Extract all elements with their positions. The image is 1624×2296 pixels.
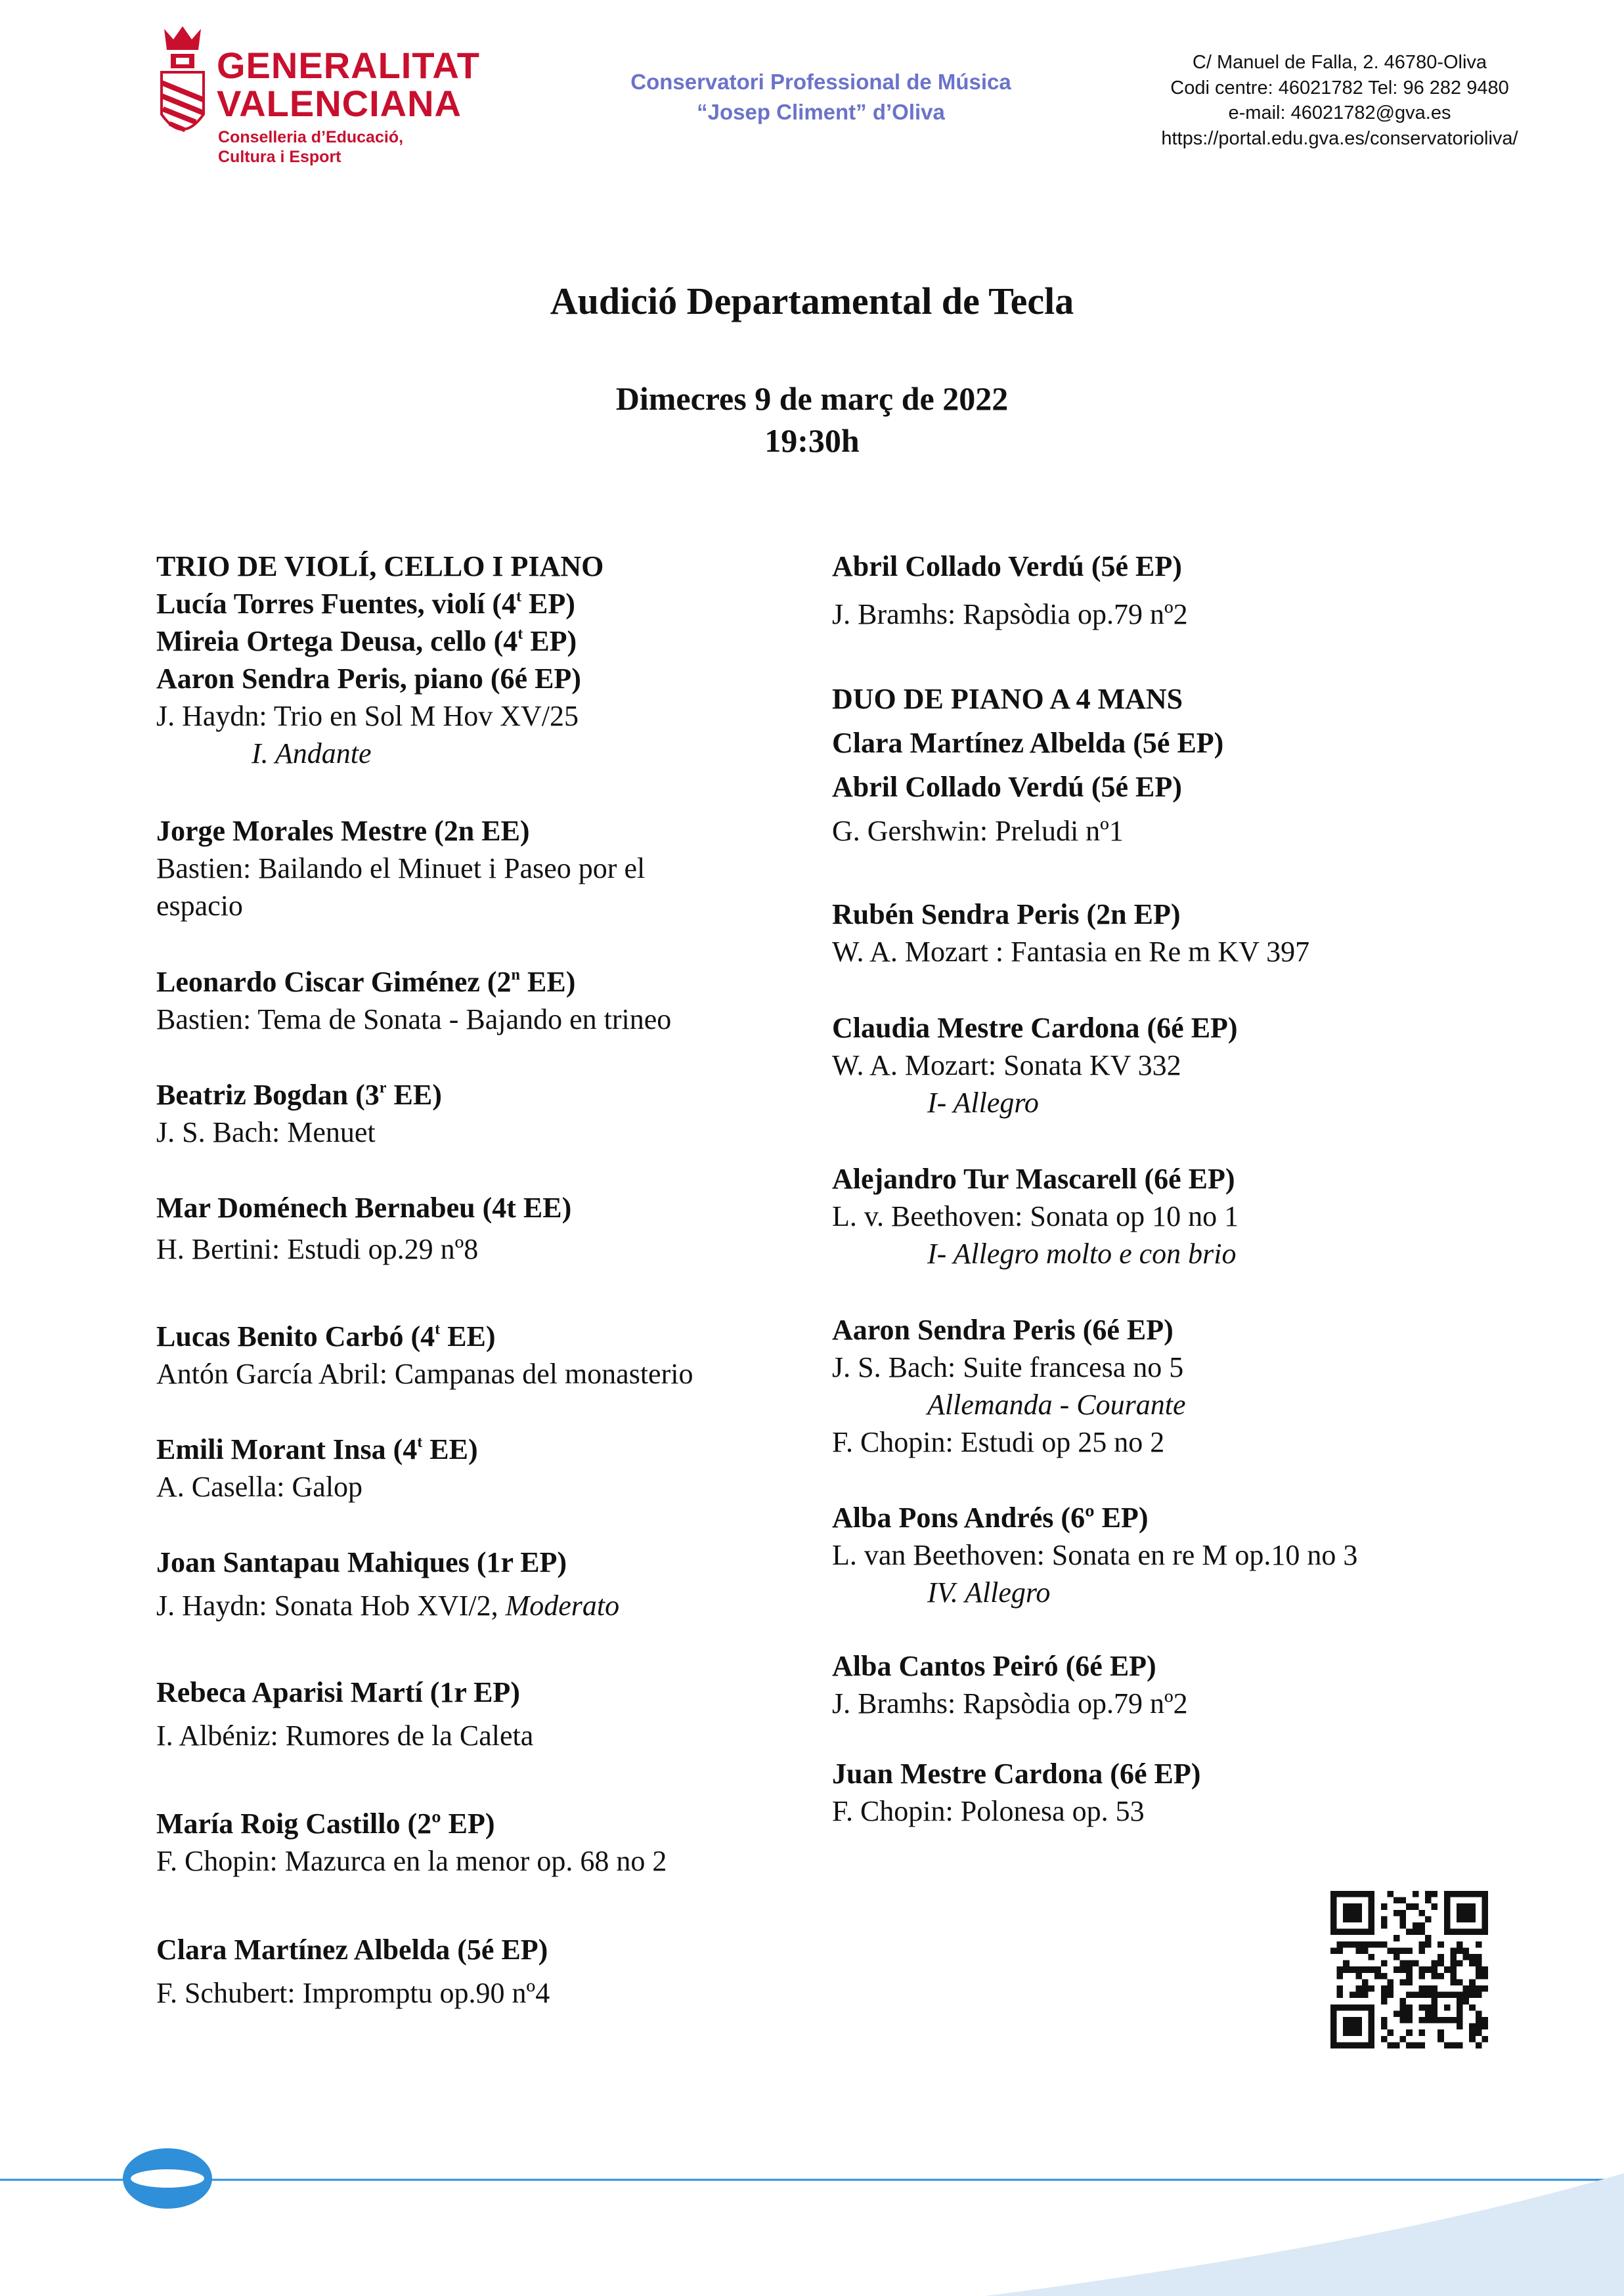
- performer-line: [832, 1648, 1156, 1685]
- performer-name: Clara Martínez Albelda (5é EP): [156, 1934, 548, 1966]
- piece-title: J. S. Bach: Menuet: [156, 1116, 376, 1148]
- piece-title: Antón García Abril: Campanas del monasterio: [156, 1358, 693, 1390]
- piece-title: W. A. Mozart: Sonata KV 332: [832, 1049, 1181, 1081]
- ordinal-suffix: t: [435, 1320, 441, 1338]
- piece-line: [927, 1236, 1237, 1272]
- piece-title: F. Chopin: Estudi op 25 no 2: [832, 1426, 1165, 1458]
- piece-title: L. v. Beethoven: Sonata op 10 no 1: [832, 1200, 1239, 1232]
- performer-name: Emili Morant Insa (4: [156, 1433, 418, 1465]
- movement-name: I- Allegro: [927, 1087, 1039, 1119]
- performer-line: [832, 681, 1183, 718]
- movement-name: I- Allegro molto e con brio: [927, 1238, 1237, 1270]
- logo-sub2: Cultura i Esport: [218, 148, 341, 166]
- movement-name: Allemanda - Courante: [927, 1389, 1186, 1421]
- performer-line: [832, 1756, 1200, 1792]
- performer-name: Lucas Benito Carbó (4: [156, 1320, 435, 1353]
- performer-level: EP): [523, 625, 577, 657]
- piece-title: F. Schubert: Impromptu op.90 nº4: [156, 1977, 550, 2009]
- event-time: 19:30h: [764, 422, 860, 459]
- piece-line: [832, 596, 1188, 633]
- performer-line: [832, 1500, 1148, 1536]
- piece-line: [156, 1588, 619, 1624]
- piece-line: [156, 888, 243, 924]
- performer-name: María Roig Castillo (2º EP): [156, 1808, 495, 1840]
- piece-line: [156, 850, 645, 887]
- piece-line: [927, 1574, 1050, 1611]
- performer-name: Claudia Mestre Cardona (6é EP): [832, 1012, 1238, 1044]
- performer-name: Joan Santapau Mahiques (1r EP): [156, 1546, 567, 1578]
- performer-line: [156, 1318, 496, 1355]
- performer-name: Clara Martínez Albelda (5é EP): [832, 727, 1224, 759]
- piece-line: [832, 813, 1124, 850]
- performer-name: Alba Cantos Peiró (6é EP): [832, 1650, 1156, 1682]
- performer-line: [832, 769, 1182, 806]
- performer-level: EE): [440, 1320, 496, 1353]
- performer-line: [832, 548, 1182, 585]
- piece-title: J. S. Bach: Suite francesa no 5: [832, 1351, 1184, 1383]
- performer-name: Mar Doménech Bernabeu (4t EE): [156, 1192, 572, 1224]
- piece-title: W. A. Mozart : Fantasia en Re m KV 397: [832, 936, 1310, 968]
- piece-title: Bastien: Tema de Sonata - Bajando en trineo: [156, 1003, 672, 1035]
- performer-name: Abril Collado Verdú (5é EP): [832, 550, 1182, 582]
- program-column-right: [812, 0, 1624, 2296]
- performer-line: [156, 813, 530, 850]
- piece-title: J. Haydn: Trio en Sol M Hov XV/25: [156, 700, 579, 732]
- performer-line: [156, 1806, 495, 1842]
- ordinal-suffix: t: [517, 624, 523, 643]
- piece-line: [832, 1047, 1181, 1084]
- contact-address: C/ Manuel de Falla, 2. 46780-Oliva: [1192, 52, 1487, 73]
- piece-title: L. van Beethoven: Sonata en re M op.10 no 3: [832, 1539, 1358, 1571]
- performer-name: DUO DE PIANO A 4 MANS: [832, 683, 1183, 715]
- performer-name: Mireia Ortega Deusa, cello (4: [156, 625, 518, 657]
- performer-line: [156, 548, 604, 585]
- piece-title: espacio: [156, 890, 243, 922]
- piece-line: [832, 934, 1309, 970]
- performer-line: [832, 1161, 1235, 1198]
- performer-name: Jorge Morales Mestre (2n EE): [156, 815, 530, 847]
- piece-title: F. Chopin: Mazurca en la menor op. 68 no 2: [156, 1845, 667, 1877]
- piece-line: [156, 1001, 671, 1038]
- performer-line: [156, 1190, 571, 1226]
- movement-name: Moderato: [505, 1590, 620, 1622]
- piece-line: [156, 1843, 667, 1880]
- piece-title: Bastien: Bailando el Minuet i Paseo por el: [156, 852, 646, 884]
- performer-level: EP): [521, 588, 575, 620]
- piece-line: [252, 735, 372, 772]
- piece-title: F. Chopin: Polonesa op. 53: [832, 1795, 1145, 1827]
- piece-title: J. Bramhs: Rapsòdia op.79 nº2: [832, 598, 1188, 630]
- performer-line: [156, 623, 577, 660]
- piece-line: [832, 1793, 1145, 1830]
- piece-line: [156, 1718, 533, 1754]
- ordinal-suffix: t: [516, 587, 522, 605]
- ordinal-suffix: t: [417, 1433, 423, 1451]
- piece-line: [832, 1685, 1188, 1722]
- performer-name: Juan Mestre Cardona (6é EP): [832, 1758, 1201, 1790]
- piece-title: G. Gershwin: Preludi nº1: [832, 815, 1124, 847]
- piece-title: H. Bertini: Estudi op.29 nº8: [156, 1233, 479, 1265]
- performer-name: Alba Pons Andrés (6º EP): [832, 1502, 1149, 1534]
- piece-title: A. Casella: Galop: [156, 1471, 363, 1503]
- performer-line: [156, 1431, 478, 1468]
- performer-line: [156, 586, 575, 622]
- performer-line: [156, 1544, 567, 1581]
- performer-name: Aaron Sendra Peris (6é EP): [832, 1314, 1174, 1346]
- performer-name: Aaron Sendra Peris, piano (6é EP): [156, 662, 581, 695]
- piece-line: [832, 1424, 1164, 1461]
- performer-name: Abril Collado Verdú (5é EP): [832, 771, 1182, 803]
- performer-line: [832, 725, 1223, 762]
- school-line1: Conservatori Professional de Música: [630, 70, 1011, 94]
- performer-line: [156, 1674, 520, 1711]
- piece-title: J. Haydn: Sonata Hob XVI/2,: [156, 1590, 506, 1622]
- piece-line: [156, 1114, 376, 1151]
- performer-name: TRIO DE VIOLÍ, CELLO I PIANO: [156, 550, 604, 582]
- logo-line2: VALENCIANA: [217, 83, 462, 124]
- performer-name: Lucía Torres Fuentes, violí (4: [156, 588, 516, 620]
- school-line2: “Josep Climent” d’Oliva: [697, 100, 945, 124]
- piece-line: [832, 1198, 1239, 1235]
- performer-line: [832, 896, 1180, 933]
- performer-line: [156, 661, 581, 697]
- footer-wave-logo-icon: [0, 2134, 1624, 2296]
- movement-name: I. Andante: [252, 737, 372, 769]
- piece-line: [832, 1349, 1183, 1386]
- piece-line: [156, 698, 579, 735]
- piece-line: [156, 1469, 362, 1505]
- contact-email[interactable]: e-mail: 46021782@gva.es: [1228, 102, 1451, 123]
- performer-name: Alejandro Tur Mascarell (6é EP): [832, 1163, 1235, 1195]
- piece-line: [927, 1387, 1186, 1423]
- piece-title: J. Bramhs: Rapsòdia op.79 nº2: [832, 1687, 1188, 1720]
- performer-name: Rubén Sendra Peris (2n EP): [832, 898, 1181, 930]
- performer-level: EE): [386, 1079, 442, 1111]
- ordinal-suffix: r: [379, 1078, 387, 1096]
- performer-line: [156, 964, 575, 1001]
- piece-line: [927, 1085, 1039, 1121]
- piece-line: [156, 1975, 550, 2012]
- ordinal-suffix: n: [511, 965, 520, 984]
- qr-code-icon: [1330, 1891, 1488, 2048]
- performer-name: Rebeca Aparisi Martí (1r EP): [156, 1676, 520, 1708]
- page-title: Audició Departamental de Tecla: [550, 280, 1074, 322]
- performer-line: [156, 1932, 548, 1968]
- performer-name: Beatriz Bogdan (3: [156, 1079, 380, 1111]
- movement-name: IV. Allegro: [927, 1576, 1051, 1609]
- contact-web[interactable]: https://portal.edu.gva.es/conservatorioliva/: [1161, 127, 1518, 149]
- performer-level: EE): [520, 966, 576, 998]
- performer-level: EE): [422, 1433, 478, 1465]
- performer-line: [832, 1010, 1238, 1047]
- contact-codes: Codi centre: 46021782 Tel: 96 282 9480: [1170, 77, 1509, 98]
- piece-line: [832, 1537, 1357, 1574]
- performer-line: [156, 1077, 442, 1114]
- logo-line1: GENERALITAT: [217, 45, 480, 86]
- piece-title: I. Albéniz: Rumores de la Caleta: [156, 1720, 534, 1752]
- performer-line: [832, 1312, 1174, 1349]
- performer-name: Leonardo Ciscar Giménez (2: [156, 966, 512, 998]
- event-date: Dimecres 9 de març de 2022: [615, 380, 1009, 417]
- piece-line: [156, 1356, 693, 1393]
- piece-line: [156, 1231, 478, 1268]
- logo-sub1: Conselleria d’Educació,: [218, 128, 404, 146]
